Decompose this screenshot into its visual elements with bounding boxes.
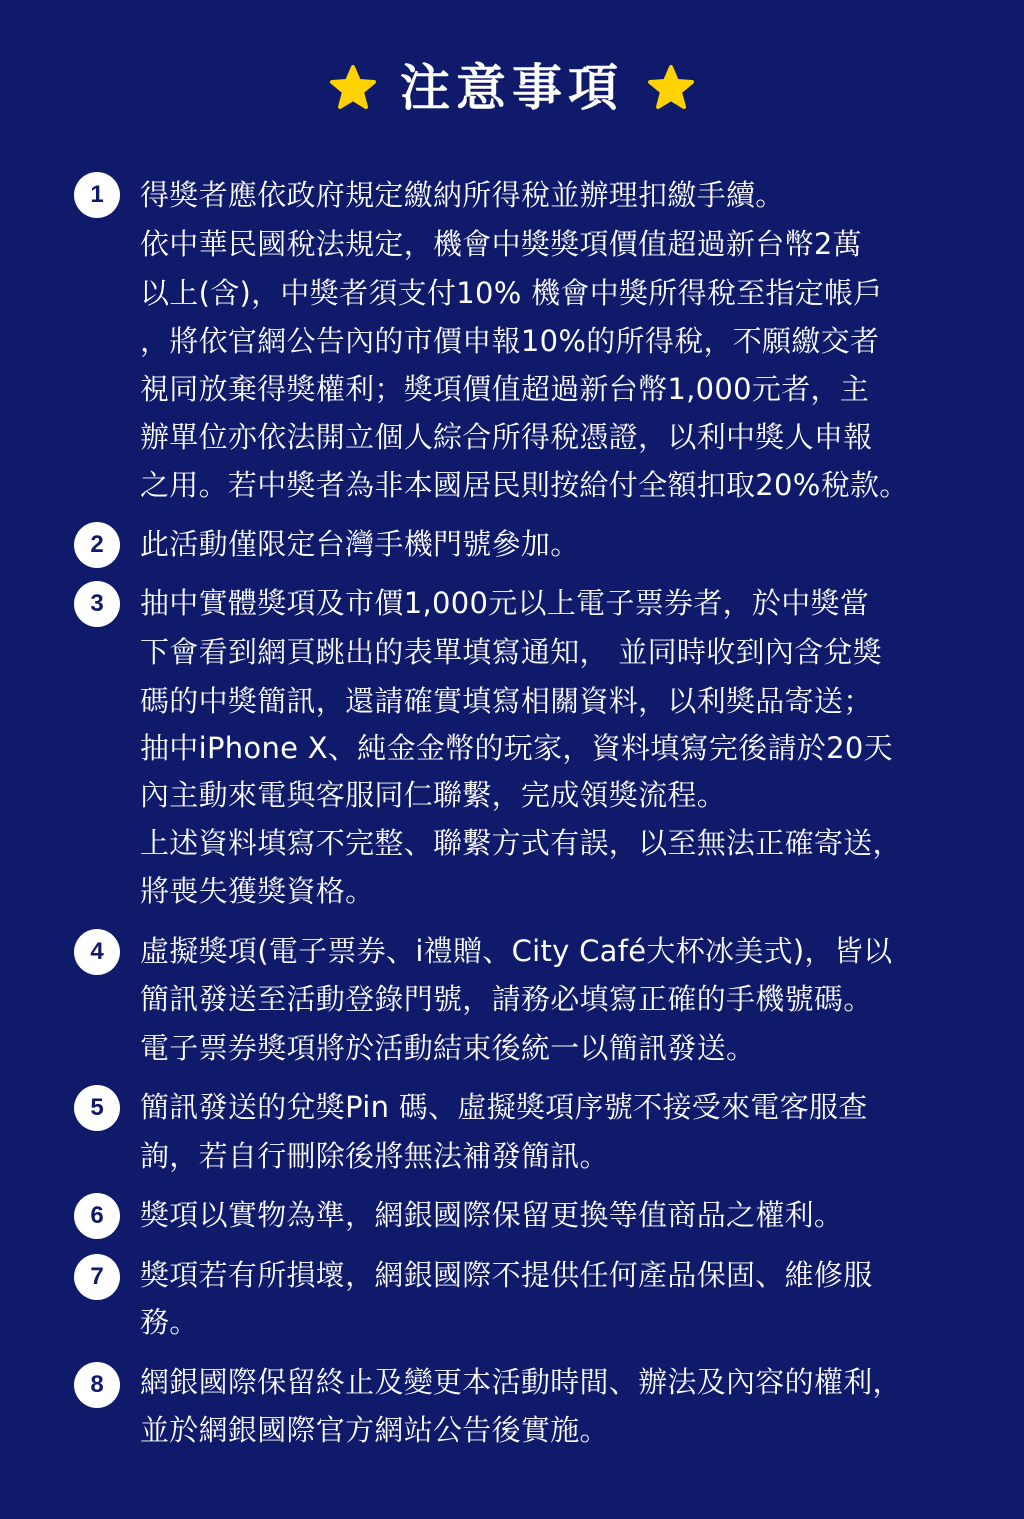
item-text-line: 以上(含)，中獎者須支付10% 機會中獎所得稅至指定帳戶 xyxy=(140,276,883,310)
item-number-badge: 2 xyxy=(74,522,120,568)
item-text-line: 視同放棄得獎權利；獎項價值超過新台幣1,000元者，主 xyxy=(140,372,870,406)
item-text-line: 獎項若有所損壞，網銀國際不提供任何產品保固、維修服 xyxy=(140,1258,873,1292)
item-text-line: 虛擬獎項(電子票券、i禮贈、City Café大杯冰美式)，皆以 xyxy=(140,934,893,968)
item-number-badge: 4 xyxy=(74,929,120,975)
item-text-line: 依中華民國稅法規定，機會中獎獎項價值超過新台幣2萬 xyxy=(140,227,862,261)
page-title: 注意事項 xyxy=(400,59,624,117)
item-text-line: 電子票券獎項將於活動結束後統一以簡訊發送。 xyxy=(140,1031,756,1065)
item-text-line: 此活動僅限定台灣手機門號參加。 xyxy=(140,527,580,561)
item-text-line: 之用。若中獎者為非本國居民則按給付全額扣取20%稅款。 xyxy=(140,468,909,502)
item-text-line: 內主動來電與客服同仁聯繫，完成領獎流程。 xyxy=(140,778,727,812)
item-text-line: 簡訊發送的兌獎Pin 碼、虛擬獎項序號不接受來電客服查 xyxy=(140,1090,868,1124)
item-text-line: ，將依官網公告內的市價申報10%的所得稅，不願繳交者 xyxy=(140,324,880,358)
item-text-line: 獎項以實物為準，網銀國際保留更換等值商品之權利。 xyxy=(140,1198,844,1232)
item-text-line: 並於網銀國際官方網站公告後實施。 xyxy=(140,1413,609,1447)
item-number-badge: 5 xyxy=(74,1085,120,1131)
item-text-line: 上述資料填寫不完整、聯繫方式有誤，以至無法正確寄送， xyxy=(140,826,902,860)
item-text-line: 得獎者應依政府規定繳納所得稅並辦理扣繳手續。 xyxy=(140,178,785,212)
item-number-badge: 6 xyxy=(74,1193,120,1239)
item-number-badge: 8 xyxy=(74,1362,120,1408)
item-text-line: 抽中iPhone X、純金金幣的玩家，資料填寫完後請於20天 xyxy=(140,731,893,765)
item-text-line: 將喪失獲獎資格。 xyxy=(140,874,375,908)
item-number-badge: 3 xyxy=(74,581,120,627)
item-number-badge: 7 xyxy=(74,1254,120,1300)
item-text-line: 網銀國際保留終止及變更本活動時間、辦法及內容的權利， xyxy=(140,1365,902,1399)
item-text-line: 下會看到網頁跳出的表單填寫通知， 並同時收到內含兌獎 xyxy=(140,635,883,669)
item-text-line: 簡訊發送至活動登錄門號，請務必填寫正確的手機號碼。 xyxy=(140,982,873,1016)
item-number-badge: 1 xyxy=(74,172,120,218)
item-text-line: 辦單位亦依法開立個人綜合所得稅憑證，以利中獎人申報 xyxy=(140,420,873,454)
item-text-line: 務。 xyxy=(140,1305,199,1339)
item-text-line: 碼的中獎簡訊，還請確實填寫相關資料，以利獎品寄送； xyxy=(140,684,873,718)
item-text-line: 詢，若自行刪除後將無法補發簡訊。 xyxy=(140,1139,609,1173)
item-text-line: 抽中實體獎項及市價1,000元以上電子票券者，於中獎當 xyxy=(140,586,870,620)
